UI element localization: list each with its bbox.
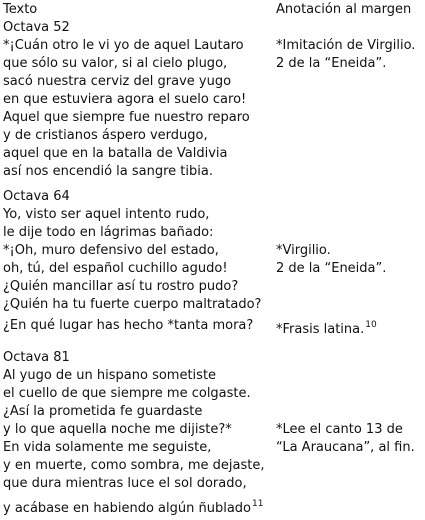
verse-line: que dura mientras luce el sol dorado, [3, 476, 247, 491]
margin-note: 2 de la “Eneida”. [276, 56, 387, 71]
verse-line: aquel que en la batalla de Valdivia [3, 146, 228, 161]
stanza-octava-81 [0, 349, 425, 514]
margin-note [276, 314, 377, 341]
margin-note-text: *Frasis latina. [276, 322, 365, 337]
verse-line-text: y acábase en habiendo algún ñublado [3, 501, 251, 516]
verse-line: le dije todo en lágrimas bañado: [3, 225, 214, 240]
stanza-octava-64 [0, 188, 425, 335]
verse-line: y en muerte, como sombra, me dejaste, [3, 458, 265, 473]
verse-line: En vida solamente me seguiste, [3, 440, 212, 455]
notes-column-header: Anotación al margen [276, 2, 412, 17]
margin-note: *Imitación de Virgilio. [276, 38, 416, 53]
verse-line: *¡Oh, muro defensivo del estado, [3, 243, 219, 258]
margin-note: 2 de la “Eneida”. [276, 261, 387, 276]
verse-line: ¿Así la prometida fe guardaste [3, 404, 203, 419]
stanza-octava-52 [0, 19, 425, 181]
verse-line: así nos encendió la sangre tibia. [3, 164, 213, 179]
verse-line: ¿Quién mancillar así tu rostro pudo? [3, 279, 239, 294]
verse-line: Aquel que siempre fue nuestro reparo [3, 110, 250, 125]
stanza-title: Octava 52 [3, 20, 70, 35]
stanza-title: Octava 81 [3, 350, 70, 365]
verse-line: Yo, visto ser aquel intento rudo, [3, 207, 210, 222]
verse-line: ¿Quién ha tu fuerte cuerpo maltratado? [3, 297, 262, 312]
verse-line: Al yugo de un hispano sometiste [3, 368, 217, 383]
verse-line: el cuello de que siempre me colgaste. [3, 386, 251, 401]
verse-line: *¡Cuán otro le vi yo de aquel Lautaro [3, 38, 244, 53]
verse-line: en que estuviera agora el suelo caro! [3, 92, 247, 107]
footnote-marker: 10 [365, 320, 377, 330]
verse-line: ¿En qué lugar has hecho *tanta mora? [3, 318, 254, 333]
verse-line: y lo que aquella noche me dijiste?* [3, 422, 232, 437]
footnote-marker: 11 [252, 499, 264, 509]
margin-note: *Virgilio. [276, 243, 331, 258]
verse-line: oh, tú, del español cuchillo agudo! [3, 261, 228, 276]
margin-note: *Lee el canto 13 de [276, 422, 403, 437]
verse-line: sacó nuestra cerviz del grave yugo [3, 74, 232, 89]
text-column-header: Texto [3, 2, 38, 17]
stanza-title: Octava 64 [3, 189, 70, 204]
verse-line: y de cristianos áspero verdugo, [3, 128, 208, 143]
verse-line: que sólo su valor, si al cielo plugo, [3, 56, 228, 71]
verse-line [3, 493, 263, 520]
margin-note: “La Araucana”, al fin. [276, 440, 415, 455]
